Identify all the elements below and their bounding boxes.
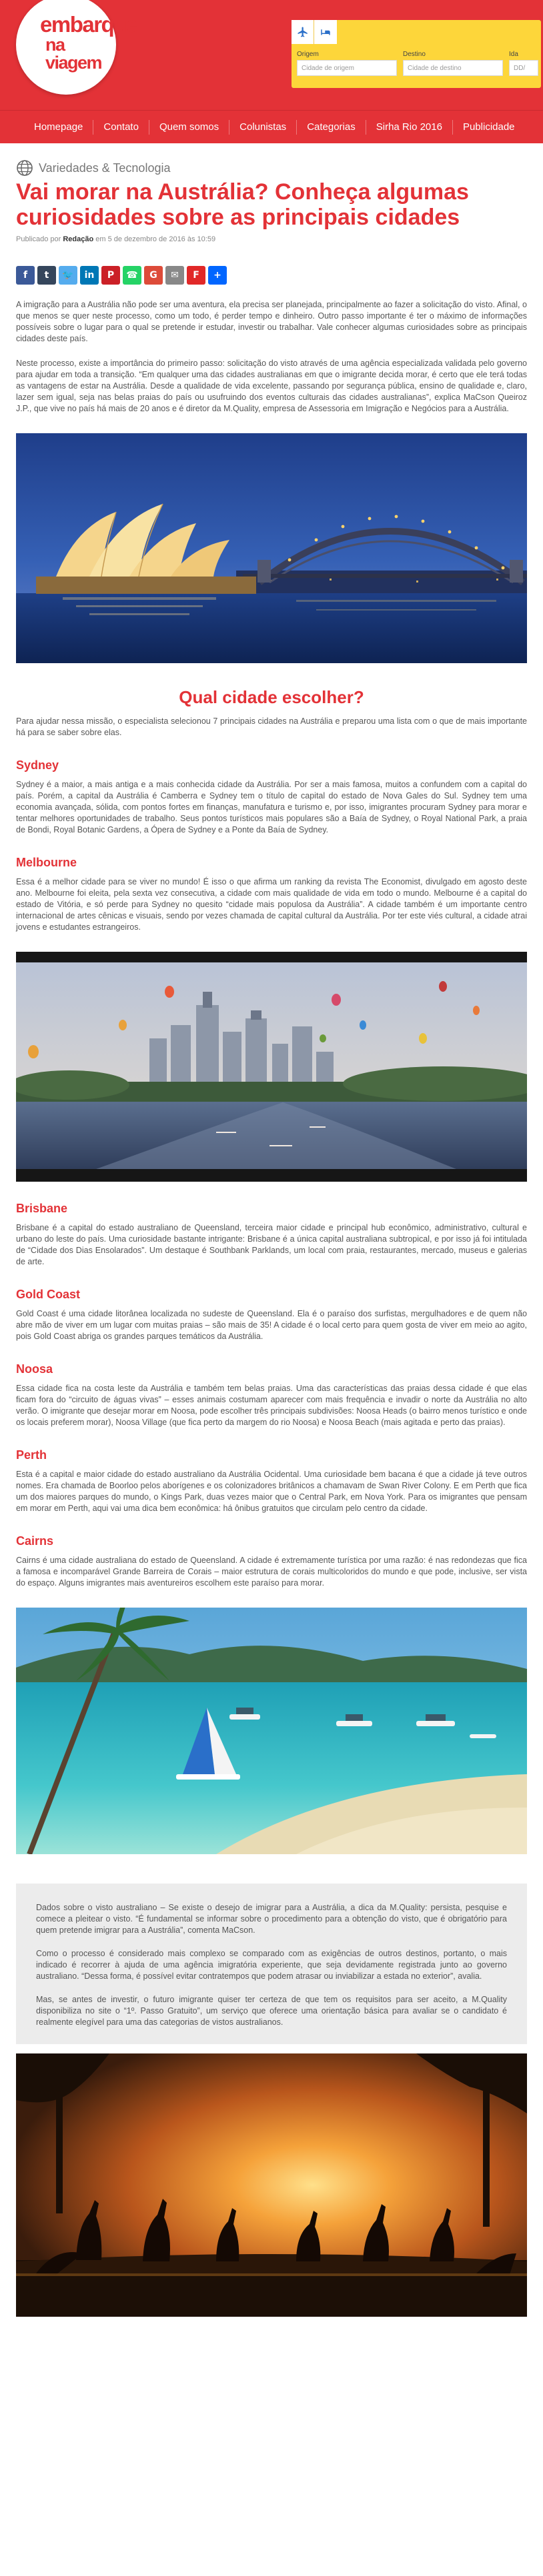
nav-categorias[interactable]: Categorias (307, 121, 356, 133)
nav-contato[interactable]: Contato (103, 121, 139, 133)
city-text-melbourne: Essa é a melhor cidade para se viver no mundo! É isso o que afirma um ranking da revista The Economist, divulgado em agosto deste ano. Melbourne foi eleita, pela sexta vez consecutiva, a cidade com mais qualidade de vida em todo o mundo. Melbourne é a capital do estado de Vitória, e só perde para Sydney no quesito “cidade mais populosa da Austrália”. A cidade também é um importante centro internacional de artes cênicas e visuais, sendo por vezes chamada de capital cultural da Austrália. Por ter este viés cultural, a cidade atrai jovens e estudantes estrangeiros. (16, 877, 527, 932)
city-text-gold-coast: Gold Coast é uma cidade litorânea localizada no sudeste de Queensland. Ela é o paraíso dos surfistas, mergulhadores e de quem não abre mão de viver em um lugar com muitas praias – são mais de 35! A cidade é o local certo para quem gosta de viver em meio ao agito, pois Gold Coast abriga os grandes parques temáticos da Austrália. (16, 1309, 527, 1341)
cairns-photo (16, 1608, 527, 1854)
city-heading-gold-coast: Gold Coast (16, 1288, 81, 1301)
city-heading-melbourne: Melbourne (16, 856, 77, 869)
byline-prefix: Publicado por (16, 235, 61, 243)
melbourne-photo (16, 952, 527, 1182)
article-title: Vai morar na Austrália? Conheça algumas curiosidades sobre as principais cidades (16, 179, 469, 230)
city-heading-cairns: Cairns (16, 1534, 54, 1548)
visa-paragraph-2: Como o processo é considerado mais complexo se comparado com as exigências de outros destinos, portanto, o mais indicado é recorrer à ajuda de uma agência imigratória experiente, que seja devidamente registrada junto ao governo australiano. “Dessa forma, é possível evitar contratempos que podem atrasar ou inviabilizar a estada no exterior”, avalia. (36, 1949, 507, 1981)
linkedin-icon[interactable]: in (80, 266, 99, 285)
flipboard-icon[interactable]: F (187, 266, 205, 285)
logo-text-na-viagem: na viagem (45, 35, 102, 73)
logo-text-embarque: embarque (40, 12, 137, 37)
cairns-beach-image (16, 1608, 527, 1854)
sydney-photo (16, 433, 527, 663)
share-bar (16, 266, 527, 285)
tab-flights[interactable] (292, 20, 314, 44)
city-text-cairns: Cairns é uma cidade australiana do estado de Queensland. A cidade é extremamente turística por uma razão: é nas redondezas que fica a famosa e incomparável Grande Barreira de Corais – maior estrutura de corais multicoloridos do mundo e que pode, inclusive, ser vista do espaço. Alguns imigrantes mais aventureiros escolhem este paraíso para morar. (16, 1556, 527, 1588)
sydney-opera-house-image (16, 433, 527, 663)
intro-paragraph-2: Neste processo, existe a importância do primeiro passo: solicitação do visto através de uma agência especializada validada pelo governo para ajudar em toda a transição. “Em qualquer uma das cidades australianas em que o imigrante decida morar, é certo que ele terá todas as vantagens de estar na Austrália. Desde a qualidade de vida excelente, passando por segurança pública, ensino de qualidade e, claro, lazer sem igual, seja nas belas praias do país ou usufruindo dos eventos culturais das cidades australianas”, explica MaCson Queiroz J.P., que vive no país há mais de 20 anos e é diretor da M.Quality, empresa de Assessoria em Imigração e Negócios para a Austrália. (16, 359, 527, 413)
pinterest-icon[interactable]: P (101, 266, 120, 285)
city-text-perth: Esta é a capital e maior cidade do estado australiano da Austrália Ocidental. Uma curiosidade bem bacana é que a cidade já teve outros nomes. Era chamada de Boorloo pelos aborígenes e os colonizadores britânicos a chamavam de Swan River Colony. E em Perth que fica um dos maiores parques do mundo, o Kings Park, duas vezes maior que o Central Park, em Nova York. Para os imigrantes que pensam em morar em Perth, aqui vai uma dica bem econômica: há ônibus gratuitos que circulam pelo centro da cidade. (16, 1470, 527, 1513)
city-heading-noosa: Noosa (16, 1362, 53, 1376)
globe-icon (16, 159, 33, 177)
nav-homepage[interactable]: Homepage (34, 121, 83, 133)
visa-paragraph-3: Mas, se antes de investir, o futuro imigrante quiser ter certeza de que tem os requisitos para ser aceito, a M.Quality disponibiliza no site o “1º. Passo Gratuito”, um serviço que oferece uma orientação básica para avaliar se o candidato é realmente elegível para uma das categorias de vistos australianos. (36, 1995, 507, 2027)
visa-paragraph-1: Dados sobre o visto australiano – Se existe o desejo de imigrar para a Austrália, a dica da M.Quality: persista, pesquise e comece a pleitear o visto. “É fundamental se informar sobre o procedimento para a obtenção do visto, que é obrigatório para quem pretende imigrar para a Austrália”, comenta MaCson. (36, 1903, 507, 1935)
section-intro: Para ajudar nessa missão, o especialista selecionou 7 principais cidades na Austrália e preparou uma lista com o que de mais importante há para se saber sobre elas. (16, 716, 527, 737)
visa-info-box (16, 1884, 527, 2044)
date-input[interactable]: DD/ (509, 60, 538, 76)
intro-paragraph-1: A imigração para a Austrália não pode ser uma aventura, ela precisa ser planejada, principalmente ao fazer a solicitação do visto. Afinal, o que menos se quer neste processo, como um todo, é perder tempo e dinheiro. Outro passo importante é ter o máximo de informações possíveis sobre o lugar para o qual se pretende ir estudar, investir ou trabalhar. Vale conhecer algumas curiosidades sobre as principais cidades deste país. (16, 300, 527, 343)
search-tabs (292, 20, 337, 44)
bed-icon (320, 26, 332, 38)
category-label: Variedades & Tecnologia (39, 161, 171, 175)
origin-input[interactable]: Cidade de origem (297, 60, 397, 76)
nav-colunistas[interactable]: Colunistas (239, 121, 287, 133)
city-text-brisbane: Brisbane é a capital do estado australiano de Queensland, terceira maior cidade e principal hub econômico, administrativo, cultural e urbano do leste do país. Uma curiosidade bastante intrigante: Brisbane é a única capital australiana subtropical, e por isso já foi intitulada de “Cidade dos Dias Ensolarados”. Um destaque é Southbank Parklands, um local com praia, restaurantes, mercado, museus e galerias de arte. (16, 1223, 527, 1266)
city-heading-perth: Perth (16, 1448, 47, 1462)
google-plus-icon[interactable]: G (144, 266, 163, 285)
whatsapp-icon[interactable]: ☎ (123, 266, 141, 285)
site-header (0, 0, 543, 110)
facebook-icon[interactable]: f (16, 266, 35, 285)
tab-hotels[interactable] (314, 20, 337, 44)
kangaroo-sunset-image (16, 2053, 527, 2317)
email-icon[interactable]: ✉ (165, 266, 184, 285)
destination-input[interactable]: Cidade de destino (403, 60, 503, 76)
nav-publicidade[interactable]: Publicidade (462, 121, 515, 133)
kangaroo-photo (16, 2053, 527, 2317)
date-label: Ida (509, 51, 518, 58)
nav-quem-somos[interactable]: Quem somos (159, 121, 219, 133)
city-text-noosa: Essa cidade fica na costa leste da Austrália e também tem belas praias. Uma das características das praias dessa cidade é que elas ficam fora do “circuito de águas vivas” – esses animais costumam aparecer com mais frequência e invadir o norte da Austrália no alto verão. O imigrante que desejar morar em Noosa, pode escolher três principais subdivisões: Noosa Heads (o bairro menos turístico e onde os locais preferem morar), Noosa Village (que fica perto da margem do rio Noosa) e Noosa Beach (mais agitada e perto das praias). (16, 1384, 527, 1427)
origin-label: Origem (297, 51, 319, 58)
melbourne-skyline-image (16, 952, 527, 1182)
site-logo[interactable] (16, 0, 137, 95)
addtoany-icon[interactable]: + (208, 266, 227, 285)
destination-label: Destino (403, 51, 426, 58)
twitter-icon[interactable]: 🐦 (59, 266, 77, 285)
section-title: Qual cidade escolher? (179, 687, 364, 707)
article-byline (16, 235, 527, 243)
article-category[interactable] (16, 159, 527, 177)
nav-sirha-rio[interactable]: Sirha Rio 2016 (376, 121, 442, 133)
main-nav (0, 110, 543, 143)
city-heading-brisbane: Brisbane (16, 1202, 68, 1215)
city-heading-sydney: Sydney (16, 758, 59, 772)
tumblr-icon[interactable]: t (37, 266, 56, 285)
plane-icon (297, 26, 309, 38)
flight-search-box (292, 20, 541, 88)
article (16, 143, 527, 2317)
city-text-sydney: Sydney é a maior, a mais antiga e a mais conhecida cidade da Austrália. Por ser a mais famosa, muitos a confundem com a capital do país. Porém, a capital da Austrália é Camberra e Sydney tem o título de capital do estado de Nova Gales do Sul. Sydney tem uma economia avançada, sólida, com pontos fortes em finanças, manufatura e turismo e, por isso, imigrantes procuram Sydney para morar e tentar melhores oportunidades de trabalho. Seus pontos turísticos mais populares são a Baía de Sydney, o Royal National Park, a praia de Bondi, Royal Botanic Gardens, a Ópera de Sydney e a Ponte da Baía de Sydney. (16, 780, 527, 834)
byline-author[interactable]: Redação (63, 235, 94, 243)
byline-date: em 5 de dezembro de 2016 às 10:59 (95, 235, 216, 243)
